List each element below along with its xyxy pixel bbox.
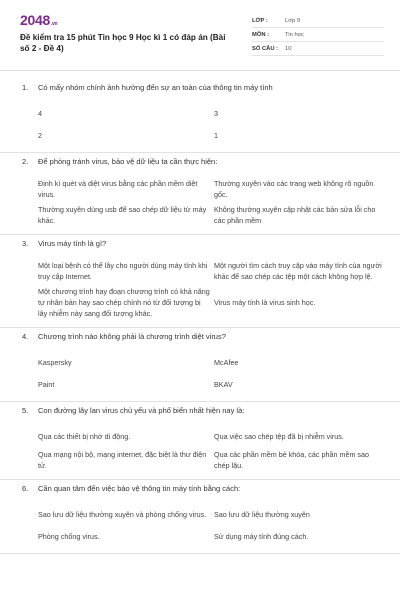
answer-option[interactable]: 3: [214, 108, 218, 118]
question-number: 6.: [22, 484, 29, 493]
question-item: [0, 235, 400, 328]
question-number: 1.: [22, 83, 29, 92]
header-divider: [0, 70, 400, 71]
question-list: [0, 79, 400, 554]
answer-option[interactable]: Một chương trình hay đoạn chương trình có khả năng tự nhân bản hay sao chép chính nó từ đối tượng bị lây nhiễm này sang đối tượng khác.: [38, 287, 210, 318]
answer-option[interactable]: Sử dụng máy tính đúng cách.: [214, 531, 309, 541]
question-text: Virus máy tính là gì?: [38, 239, 107, 248]
answer-option[interactable]: Một người tìm cách truy cập vào máy tính của người khác để sao chép các tệp một cách không hợp lệ.: [214, 261, 382, 281]
question-number: 2.: [22, 157, 29, 166]
meta-label: LỚP :: [252, 17, 268, 24]
answer-option[interactable]: BKAV: [214, 379, 233, 389]
answer-option[interactable]: Paint: [38, 379, 55, 389]
option-grid: [0, 102, 400, 146]
option-grid: [0, 425, 400, 473]
question-item: [0, 328, 400, 402]
question-text: Có mấy nhóm chính ảnh hưởng đến sự an toàn của thông tin máy tính: [38, 83, 273, 92]
logo-sub: .vn: [50, 21, 58, 27]
meta-row-class: [252, 14, 384, 28]
answer-option[interactable]: Sao lưu dữ liệu thường xuyên và phòng chống virus.: [38, 509, 207, 519]
answer-option[interactable]: Thường xuyên dùng usb để sao chép dữ liệu từ máy khác.: [38, 205, 207, 225]
meta-label: MÔN :: [252, 31, 270, 38]
page-header: [0, 0, 400, 70]
meta-label: SỐ CÂU :: [252, 45, 279, 52]
meta-value: Tin học: [285, 31, 304, 38]
question-text: Con đường lây lan virus chủ yếu và phổ biến nhất hiện nay là:: [38, 406, 245, 415]
question-text: Cần quan tâm đến việc bảo vệ thông tin máy tính bằng cách:: [38, 484, 241, 493]
page-title: Đề kiểm tra 15 phút Tin học 9 Học kì 1 có đáp án (Bài số 2 - Đề 4): [20, 33, 226, 53]
option-grid: [0, 258, 400, 321]
question-text: Để phòng tránh virus, bảo vệ dữ liệu ta cần thực hiện:: [38, 157, 218, 166]
answer-option[interactable]: Không thường xuyên cập nhật các bản sửa lỗi cho các phần mềm: [214, 205, 376, 225]
meta-value: Lớp 9: [285, 17, 301, 24]
option-grid: [0, 503, 400, 547]
question-number: 5.: [22, 406, 29, 415]
question-text: Chương trình nào không phải là chương trình diệt virus?: [38, 332, 226, 341]
answer-option[interactable]: 2: [38, 130, 42, 140]
answer-option[interactable]: Định kì quét và diệt virus bằng các phần mềm diệt virus.: [38, 179, 198, 199]
option-grid: [0, 351, 400, 395]
question-item: [0, 153, 400, 235]
answer-option[interactable]: Thường xuyên vào các trang web không rõ nguồn gốc.: [214, 179, 374, 199]
answer-option[interactable]: Sao lưu dữ liệu thường xuyên: [214, 509, 310, 519]
question-item: [0, 480, 400, 554]
meta-value: 10: [285, 45, 292, 52]
answer-option[interactable]: Kaspersky: [38, 357, 72, 367]
answer-option[interactable]: McAfee: [214, 357, 239, 367]
site-logo[interactable]: [20, 12, 57, 28]
answer-option[interactable]: Phòng chống virus.: [38, 531, 100, 541]
question-number: 3.: [22, 239, 29, 248]
question-number: 4.: [22, 332, 29, 341]
meta-row-count: [252, 42, 384, 56]
answer-option[interactable]: Qua mạng nội bộ, mạng internet, đặc biệt là thư điện tử.: [38, 450, 207, 470]
answer-option[interactable]: 4: [38, 108, 42, 118]
answer-option[interactable]: Qua việc sao chép tệp đã bị nhiễm virus.: [214, 431, 344, 441]
answer-option[interactable]: Một loại bệnh có thể lây cho người dùng máy tính khi truy cập Internet.: [38, 261, 208, 281]
answer-option[interactable]: Qua các thiết bị nhớ di động.: [38, 431, 131, 441]
question-item: [0, 402, 400, 480]
meta-row-subject: [252, 28, 384, 42]
answer-option[interactable]: Virus máy tính là virus sinh học.: [214, 298, 316, 307]
answer-option[interactable]: 1: [214, 130, 218, 140]
option-grid: [0, 176, 400, 228]
logo-main: 2048: [20, 12, 50, 28]
meta-table: [252, 14, 384, 56]
question-item: [0, 79, 400, 153]
answer-option[interactable]: Qua các phần mềm bẻ khóa, các phần mềm sao chép lậu.: [214, 450, 370, 470]
